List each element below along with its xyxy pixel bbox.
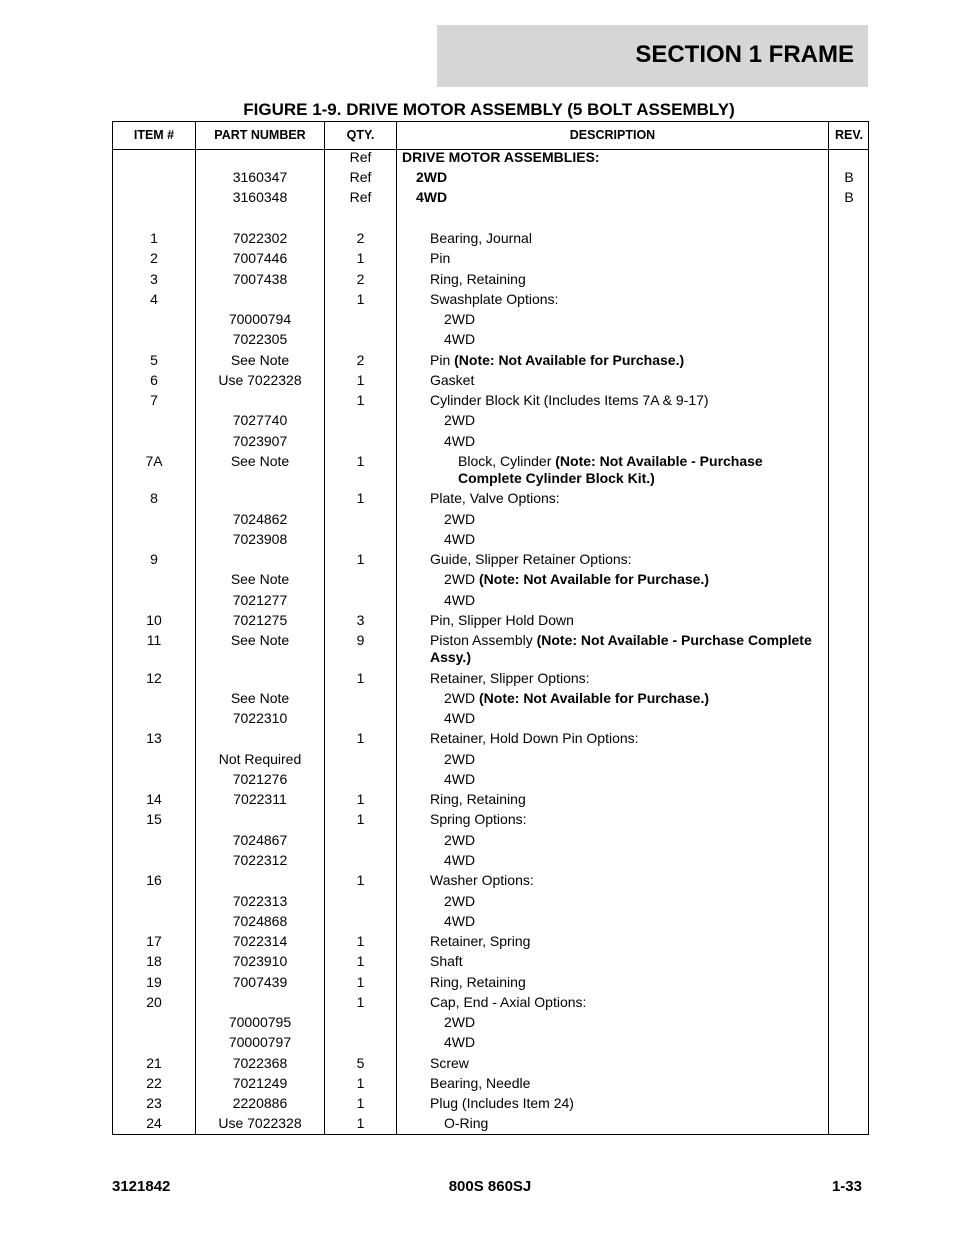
quantity: 1 — [356, 551, 365, 567]
description — [444, 771, 826, 788]
description-note: (Note: Not Available for Purchase.) — [454, 352, 685, 368]
description — [444, 531, 826, 548]
item-number: 1 — [150, 230, 158, 246]
description-text: 4WD — [444, 331, 476, 347]
description — [444, 433, 826, 450]
part-number: 2220886 — [232, 1095, 288, 1111]
part-number: 3160347 — [232, 169, 288, 185]
description-note: (Note: Not Available - Purchase Complete Assy.) — [430, 632, 812, 665]
quantity: 1 — [356, 933, 365, 949]
quantity: 1 — [356, 872, 365, 888]
description-text: O-Ring — [444, 1115, 489, 1131]
description-text: 2WD — [444, 511, 476, 527]
description-text: Washer Options: — [430, 872, 534, 888]
part-number: See Note — [230, 690, 290, 706]
part-number: Not Required — [218, 751, 302, 767]
description — [430, 632, 826, 666]
description-text: Piston Assembly — [430, 632, 537, 648]
part-number: 7021249 — [232, 1075, 288, 1091]
description — [430, 352, 826, 369]
description — [444, 331, 826, 348]
description-text: Plate, Valve Options: — [430, 490, 560, 506]
part-number: 7024867 — [232, 832, 288, 848]
description — [430, 974, 826, 991]
description-text: 4WD — [444, 592, 476, 608]
description-text: Cap, End - Axial Options: — [430, 994, 587, 1010]
description — [430, 612, 826, 629]
part-number: 7022311 — [233, 791, 287, 807]
part-number: 7021276 — [232, 771, 288, 787]
quantity: 1 — [356, 1095, 365, 1111]
item-number: 9 — [150, 551, 158, 567]
description — [444, 710, 826, 727]
description-text: 4WD — [444, 771, 476, 787]
section-title: SECTION 1 FRAME — [635, 41, 854, 68]
quantity: 1 — [356, 730, 365, 746]
header-description: DESCRIPTION — [569, 128, 656, 142]
description-text: Guide, Slipper Retainer Options: — [430, 551, 632, 567]
item-number: 6 — [150, 372, 158, 388]
description-text: 4WD — [444, 531, 476, 547]
description — [430, 1095, 826, 1112]
part-number: 7007438 — [232, 271, 288, 287]
description — [430, 1055, 826, 1072]
description — [444, 511, 826, 528]
description — [444, 571, 826, 588]
description — [430, 490, 826, 507]
description-note: 4WD — [416, 189, 448, 205]
footer-page-number: 1-33 — [831, 1178, 862, 1195]
item-number: 19 — [146, 974, 162, 990]
quantity: Ref — [349, 189, 372, 205]
description — [444, 852, 826, 869]
quantity: 1 — [356, 670, 365, 686]
quantity: 9 — [356, 632, 365, 648]
item-number: 16 — [146, 872, 162, 888]
description-text: 4WD — [444, 710, 476, 726]
part-number: 7024868 — [232, 913, 288, 929]
part-number: 7027740 — [232, 412, 288, 428]
description — [430, 551, 826, 568]
description — [444, 311, 826, 328]
item-number: 7 — [150, 392, 158, 408]
quantity: 3 — [356, 612, 365, 628]
description-text: 2WD — [444, 412, 476, 428]
description — [444, 893, 826, 910]
part-number: Use 7022328 — [218, 1115, 302, 1131]
quantity: 1 — [356, 250, 365, 266]
quantity: 1 — [356, 811, 365, 827]
revision: B — [844, 189, 854, 205]
part-number: 70000797 — [228, 1034, 292, 1050]
description-text: Swashplate Options: — [430, 291, 559, 307]
description — [430, 872, 826, 889]
quantity: 1 — [356, 1075, 365, 1091]
item-number: 22 — [146, 1075, 162, 1091]
part-number: 7023910 — [232, 953, 288, 969]
footer-model: 800S 860SJ — [448, 1178, 532, 1195]
description — [430, 250, 826, 267]
description — [430, 1075, 826, 1092]
description — [444, 1014, 826, 1031]
description-text: 2WD — [444, 571, 479, 587]
description — [430, 291, 826, 308]
description-text: Block, Cylinder — [458, 453, 556, 469]
description — [444, 1034, 826, 1051]
description — [444, 832, 826, 849]
description — [430, 230, 826, 247]
quantity: 1 — [356, 392, 365, 408]
quantity: 5 — [356, 1055, 365, 1071]
quantity: 1 — [356, 974, 365, 990]
part-number: See Note — [230, 352, 290, 368]
quantity: 2 — [356, 271, 365, 287]
part-number: 7023907 — [232, 433, 288, 449]
part-number: 3160348 — [232, 189, 288, 205]
quantity: 1 — [356, 791, 365, 807]
description-text: Ring, Retaining — [430, 791, 526, 807]
item-number: 3 — [150, 271, 158, 287]
description-text: 2WD — [444, 690, 479, 706]
description-text: 2WD — [444, 751, 476, 767]
description — [444, 913, 826, 930]
description — [430, 791, 826, 808]
part-number: 70000794 — [228, 311, 292, 327]
header-rev: REV. — [834, 128, 864, 142]
part-number: 7022305 — [232, 331, 288, 347]
description-text: Ring, Retaining — [430, 974, 526, 990]
description-text: Bearing, Needle — [430, 1075, 531, 1091]
quantity: Ref — [349, 149, 372, 165]
description — [444, 412, 826, 429]
part-number: 70000795 — [228, 1014, 292, 1030]
quantity: 1 — [356, 490, 365, 506]
header-qty: QTY. — [346, 128, 375, 142]
header-part-number: PART NUMBER — [214, 128, 306, 142]
description-note: DRIVE MOTOR ASSEMBLIES: — [402, 149, 600, 165]
description-text: Shaft — [430, 953, 463, 969]
description-note: (Note: Not Available for Purchase.) — [479, 571, 710, 587]
part-number: Use 7022328 — [218, 372, 302, 388]
part-number: 7021275 — [232, 612, 288, 628]
description-text: Retainer, Hold Down Pin Options: — [430, 730, 639, 746]
description — [430, 372, 826, 389]
item-number: 17 — [146, 933, 162, 949]
description-text: Pin — [430, 250, 451, 266]
item-number: 23 — [146, 1095, 162, 1111]
description — [458, 453, 826, 487]
description-text: Bearing, Journal — [430, 230, 532, 246]
column-divider — [396, 122, 397, 1134]
description-text: 2WD — [444, 893, 476, 909]
part-number: 7021277 — [232, 592, 288, 608]
item-number: 11 — [146, 632, 162, 648]
description-text: Cylinder Block Kit (Includes Items 7A & 9-17) — [430, 392, 709, 408]
description-text: Retainer, Slipper Options: — [430, 670, 590, 686]
part-number: See Note — [230, 632, 290, 648]
description-text: 2WD — [444, 1014, 476, 1030]
part-number: 7007446 — [232, 250, 288, 266]
description-text: 4WD — [444, 913, 476, 929]
quantity: 1 — [356, 1115, 365, 1131]
item-number: 14 — [146, 791, 162, 807]
item-number: 15 — [146, 811, 162, 827]
header-item: ITEM # — [133, 128, 175, 142]
description-note: (Note: Not Available for Purchase.) — [479, 690, 710, 706]
item-number: 4 — [150, 291, 158, 307]
item-number: 18 — [146, 953, 162, 969]
item-number: 8 — [150, 490, 158, 506]
item-number: 20 — [146, 994, 162, 1010]
description — [430, 271, 826, 288]
part-number: 7007439 — [232, 974, 288, 990]
item-number: 5 — [150, 352, 158, 368]
description — [444, 1115, 826, 1132]
description — [416, 189, 826, 206]
part-number: 7022313 — [232, 893, 288, 909]
description — [430, 670, 826, 687]
part-number: See Note — [230, 453, 290, 469]
description — [430, 392, 826, 409]
description — [430, 811, 826, 828]
description-text: Plug (Includes Item 24) — [430, 1095, 574, 1111]
description-text: Spring Options: — [430, 811, 527, 827]
quantity: 2 — [356, 352, 365, 368]
description — [444, 751, 826, 768]
quantity: 1 — [356, 372, 365, 388]
description-note: 2WD — [416, 169, 448, 185]
footer-doc-number: 3121842 — [112, 1178, 171, 1195]
description — [444, 592, 826, 609]
description — [430, 953, 826, 970]
description-text: 4WD — [444, 1034, 476, 1050]
column-divider — [828, 122, 829, 1134]
revision: B — [844, 169, 854, 185]
section-banner — [437, 25, 868, 87]
part-number: 7022310 — [232, 710, 288, 726]
item-number: 21 — [146, 1055, 162, 1071]
description — [416, 169, 826, 186]
description-text: Ring, Retaining — [430, 271, 526, 287]
item-number: 7A — [145, 453, 163, 469]
description — [430, 933, 826, 950]
item-number: 2 — [150, 250, 158, 266]
description — [444, 690, 826, 707]
item-number: 13 — [146, 730, 162, 746]
description-text: 4WD — [444, 433, 476, 449]
part-number: See Note — [230, 571, 290, 587]
quantity: 1 — [356, 994, 365, 1010]
item-number: 24 — [146, 1115, 162, 1131]
part-number: 7022302 — [232, 230, 288, 246]
description-text: Screw — [430, 1055, 469, 1071]
description — [430, 730, 826, 747]
item-number: 12 — [146, 670, 162, 686]
parts-table — [112, 121, 869, 1135]
description — [402, 149, 826, 166]
description-text: Gasket — [430, 372, 475, 388]
quantity: Ref — [349, 169, 372, 185]
quantity: 1 — [356, 453, 365, 469]
part-number: 7022314 — [232, 933, 288, 949]
description-text: Pin, Slipper Hold Down — [430, 612, 574, 628]
figure-title: FIGURE 1-9. DRIVE MOTOR ASSEMBLY (5 BOLT ASSEMBLY) — [243, 100, 735, 119]
quantity: 2 — [356, 230, 365, 246]
part-number: 7022368 — [232, 1055, 288, 1071]
description-note: (Note: Not Available - Purchase Complete Cylinder Block Kit.) — [458, 453, 763, 486]
description-text: 4WD — [444, 852, 476, 868]
quantity: 1 — [356, 953, 365, 969]
description-text: Pin — [430, 352, 455, 368]
part-number: 7023908 — [232, 531, 288, 547]
description — [430, 994, 826, 1011]
quantity: 1 — [356, 291, 365, 307]
item-number: 10 — [146, 612, 162, 628]
description-text: 2WD — [444, 832, 476, 848]
part-number: 7024862 — [232, 511, 288, 527]
part-number: 7022312 — [232, 852, 288, 868]
description-text: 2WD — [444, 311, 476, 327]
description-text: Retainer, Spring — [430, 933, 531, 949]
